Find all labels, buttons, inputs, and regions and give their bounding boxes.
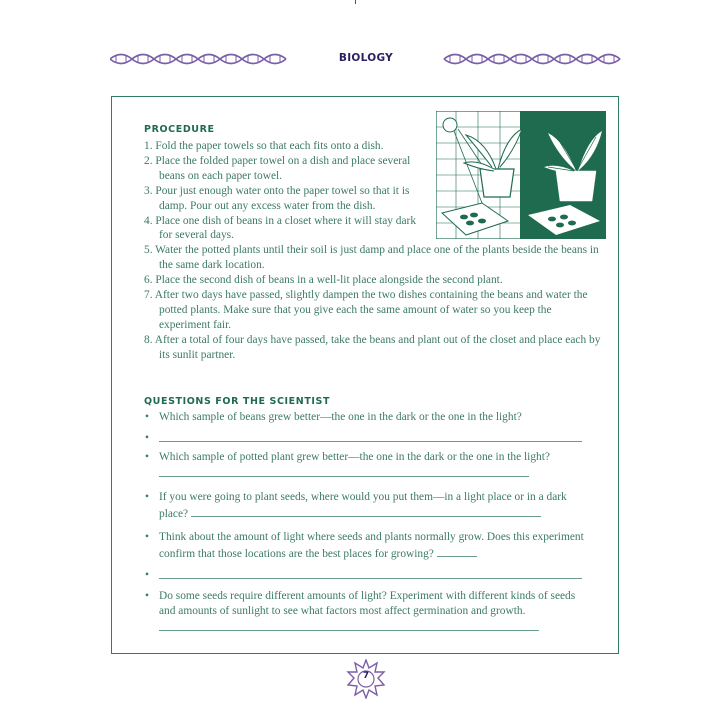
procedure-heading: PROCEDURE (144, 124, 215, 135)
procedure-step: 2. Place the folded paper towel on a dish and place several beans on each paper towel. (144, 154, 411, 182)
page-header (110, 44, 622, 74)
answer-line-container (144, 568, 592, 579)
question-text: Do some seeds require different amounts of light? Experiment with different kinds of seeds and amounts of sunlight to see what factors most affect germination and growth. (159, 590, 576, 617)
procedure-step: 5. Water the potted plants until their soil is just damp and place one of the plants beside the beans in the same dark location. (144, 244, 599, 272)
question-text: If you were going to plant seeds, where would you put them—in a light place or in a dark place? (159, 491, 567, 520)
procedure-list (144, 139, 604, 363)
procedure-step: 8. After a total of four days have passed, take the beans and plant out of the closet and place each by its sunlit partner. (144, 333, 601, 361)
dna-helix-right-decoration (440, 50, 622, 68)
page-number: 7 (362, 671, 370, 681)
worksheet-panel (111, 96, 619, 654)
top-crop-mark (355, 0, 356, 4)
answer-line[interactable] (159, 465, 529, 477)
question-item (144, 589, 592, 636)
procedure-step: 6. Place the second dish of beans in a well-lit place alongside the second plant. (144, 274, 503, 287)
question-item (144, 450, 592, 482)
question-text: Which sample of potted plant grew better—the one in the dark or the one in the light? (159, 451, 550, 463)
answer-line[interactable] (159, 431, 582, 442)
question-text: Which sample of beans grew better—the one in the dark or the one in the light? (159, 411, 522, 423)
answer-line[interactable] (191, 505, 541, 517)
subject-title: BIOLOGY (338, 52, 394, 64)
procedure-step: 3. Pour just enough water onto the paper towel so that it is damp. Pour out any excess water from the dish. (144, 184, 410, 212)
answer-line[interactable] (437, 545, 477, 557)
question-item (144, 490, 592, 522)
procedure-step: 4. Place one dish of beans in a closet where it will stay dark for several days. (144, 214, 417, 242)
question-text: Think about the amount of light where seeds and plants normally grow. Does this experiment confirm that those locations are the best places for growing? (159, 531, 584, 560)
questions-list (144, 410, 592, 636)
answer-line[interactable] (159, 568, 582, 579)
question-item (144, 530, 592, 562)
question-item (144, 410, 592, 425)
procedure-step: 7. After two days have passed, slightly dampen the two dishes containing the beans and water the potted plants. Make sure that you give each the same amount of water so you keep the experiment fair. (144, 289, 588, 331)
answer-line-container (144, 431, 592, 442)
answer-line[interactable] (159, 619, 539, 631)
questions-heading: QUESTIONS FOR THE SCIENTIST (144, 396, 331, 407)
procedure-step: 1. Fold the paper towels so that each fits onto a dish. (144, 140, 384, 152)
